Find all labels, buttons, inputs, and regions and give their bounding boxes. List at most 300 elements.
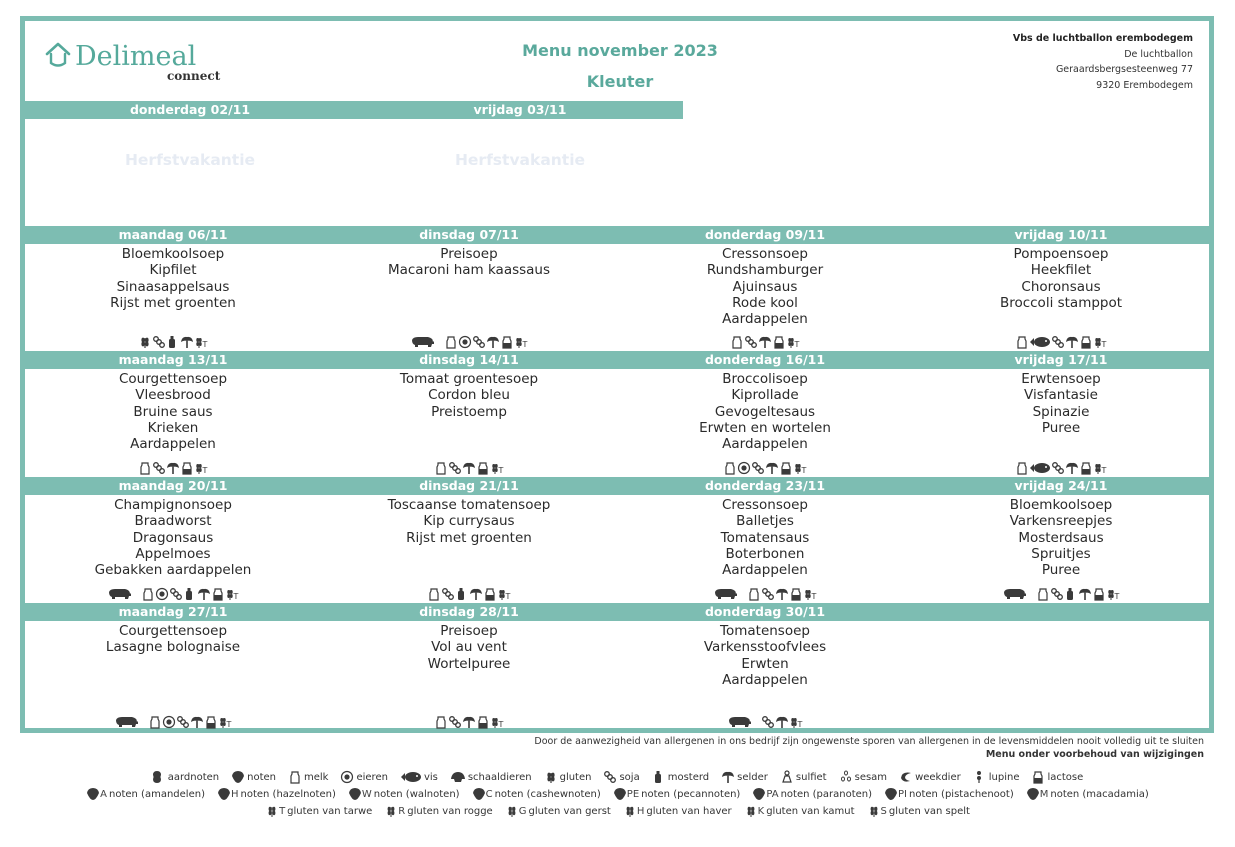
gluten-icon — [744, 804, 758, 818]
menu-item: Macaroni ham kaassaus — [387, 262, 551, 279]
menu-cell — [25, 246, 321, 311]
week-row — [25, 603, 1209, 731]
legend-item — [752, 787, 872, 801]
menu-item: Erwtensoep — [1021, 371, 1101, 387]
svg-text:T: T — [1101, 465, 1107, 475]
menu-cell — [617, 623, 913, 688]
day-label: dinsdag 07/11 — [419, 227, 519, 242]
legend-allergens — [0, 770, 1235, 784]
soja-icon — [448, 461, 462, 475]
weekdier-icon — [899, 770, 913, 784]
svg-text:T: T — [797, 719, 803, 729]
schaaldieren-icon — [450, 770, 466, 784]
menu-cell — [321, 371, 617, 420]
menu-item: Tomaat groentesoep — [399, 371, 539, 387]
day-label: donderdag 09/11 — [704, 227, 826, 242]
school-address — [1013, 31, 1193, 93]
day-label: maandag 20/11 — [118, 478, 228, 493]
gluten-tarwe-icon — [1093, 461, 1107, 475]
selder-icon — [1065, 461, 1079, 475]
selder-icon — [1078, 587, 1092, 601]
soja-icon — [448, 715, 462, 729]
week-row — [25, 351, 1209, 477]
gluten-tarwe-icon — [194, 461, 208, 475]
melk-icon — [434, 715, 448, 729]
gluten-icon — [867, 804, 881, 818]
day-label: donderdag 23/11 — [704, 478, 826, 493]
soja-icon — [176, 715, 190, 729]
allergen-icons — [25, 583, 321, 601]
gluten-icon — [505, 804, 519, 818]
day-label: dinsdag 21/11 — [419, 478, 519, 493]
lactose-icon — [772, 335, 786, 349]
menu-item: Puree — [1041, 562, 1081, 579]
lactose-icon — [1092, 587, 1106, 601]
legend-label: gluten van spelt — [888, 806, 970, 817]
lactose-icon — [204, 715, 218, 729]
soja-icon — [1051, 461, 1065, 475]
svg-text:T: T — [522, 339, 528, 349]
day-label: maandag 13/11 — [118, 352, 228, 367]
menu-cell — [617, 371, 913, 452]
selder-icon — [775, 587, 789, 601]
legend-label: aardnoten — [167, 772, 220, 783]
house-icon — [45, 41, 71, 69]
menu-item: Bruine saus — [133, 403, 213, 420]
menu-cell — [913, 246, 1209, 311]
legend-code: H — [230, 789, 239, 800]
allergen-icons — [913, 331, 1209, 349]
legend-code: G — [518, 806, 527, 817]
menu-item: Puree — [1041, 419, 1081, 436]
allergen-icons — [617, 583, 913, 601]
menu-item: Broccoli stamppot — [999, 294, 1123, 311]
menu-item: Cressonsoep — [721, 246, 809, 262]
menu-item: Braadworst — [134, 513, 212, 530]
gluten-tarwe-icon — [514, 335, 528, 349]
legend-code: PA — [766, 789, 779, 800]
varken-icon — [107, 587, 133, 601]
legend-code: PI — [898, 789, 907, 800]
menu-cell — [25, 623, 321, 656]
legend-label: noten (walnoten) — [373, 789, 460, 800]
gluten-tarwe-icon — [497, 587, 511, 601]
menu-cell — [913, 371, 1209, 436]
lactose-icon — [779, 461, 793, 475]
menu-header — [25, 21, 1209, 101]
soja-icon — [169, 587, 183, 601]
menu-item: Tomatensoep — [720, 623, 810, 639]
allergen-icons — [321, 331, 617, 349]
eieren-icon — [155, 587, 169, 601]
soja-icon — [603, 770, 617, 784]
eieren-icon — [340, 770, 354, 784]
menu-item: Courgettensoep — [118, 623, 228, 639]
soja-icon — [472, 335, 486, 349]
legend-item — [839, 770, 887, 784]
allergen-icons — [25, 331, 321, 349]
mosterd-icon — [183, 587, 197, 601]
legend-label: vis — [423, 772, 438, 783]
soja-icon — [744, 335, 758, 349]
legend-item — [400, 770, 438, 784]
menu-item: Ajuinsaus — [732, 278, 798, 295]
menu-item: Preisoep — [440, 623, 498, 639]
menu-cell — [617, 497, 913, 578]
brand-name: Delimeal — [75, 41, 197, 72]
legend-label: gluten van tarwe — [287, 806, 373, 817]
legend-item — [450, 770, 532, 784]
legend-item — [780, 770, 827, 784]
gluten-icon — [384, 804, 398, 818]
lactose-icon — [483, 587, 497, 601]
melk-icon — [1015, 461, 1029, 475]
menu-item: Rundshamburger — [706, 262, 824, 279]
vis-icon — [400, 770, 422, 784]
brand-sub: connect — [167, 69, 221, 83]
legend-label: noten (pistachenoot) — [909, 789, 1014, 800]
legend-code: H — [636, 806, 645, 817]
allergen-icons — [913, 583, 1209, 601]
svg-text:T: T — [498, 465, 504, 475]
allergen-icons — [617, 711, 913, 729]
allergen-icons — [617, 331, 913, 349]
menu-item: Bloemkoolsoep — [121, 246, 225, 262]
melk-icon — [434, 461, 448, 475]
menu-item: Rijst met groenten — [110, 294, 236, 311]
day-label: maandag 06/11 — [118, 227, 228, 242]
sesam-icon — [839, 770, 853, 784]
day-label: vrijdag 17/11 — [1014, 352, 1108, 367]
menu-item: Courgettensoep — [118, 371, 228, 387]
melk-icon — [723, 461, 737, 475]
legend-label: noten — [247, 772, 276, 783]
soja-icon — [761, 587, 775, 601]
day-label: vrijdag 03/11 — [473, 102, 567, 117]
svg-text:T: T — [1101, 339, 1107, 349]
legend-item — [899, 770, 961, 784]
legend-label: gluten van haver — [646, 806, 732, 817]
legend-label: noten (cashewnoten) — [494, 789, 601, 800]
allergen-icons — [321, 457, 617, 475]
menu-item: Varkensstoofvlees — [703, 639, 827, 656]
gluten-tarwe-icon — [1093, 335, 1107, 349]
legend-label: gluten van rogge — [407, 806, 493, 817]
menu-item: Aardappelen — [130, 436, 216, 453]
legend-gluten — [0, 804, 1235, 818]
legend-label: gluten van kamut — [766, 806, 855, 817]
disclaimer-reserve: Menu onder voorbehoud van wijzigingen — [985, 749, 1204, 760]
soja-icon — [441, 587, 455, 601]
varken-icon — [1002, 587, 1028, 601]
selder-icon — [765, 461, 779, 475]
legend-item — [472, 787, 601, 801]
legend-label: schaaldieren — [467, 772, 532, 783]
week-row — [25, 477, 1209, 603]
allergen-icons — [617, 457, 913, 475]
menu-item: Kip currysaus — [423, 513, 515, 530]
menu-item: Bloemkoolsoep — [1009, 497, 1113, 513]
legend-label: gluten — [559, 772, 592, 783]
legend-item — [1026, 787, 1149, 801]
menu-item: Tomatensaus — [720, 529, 810, 546]
nut-icon — [613, 787, 627, 801]
menu-item: Balletjes — [736, 513, 794, 530]
allergen-icons — [321, 711, 617, 729]
gluten-icon — [265, 804, 279, 818]
mosterd-icon — [1064, 587, 1078, 601]
menu-item: Spinazie — [1032, 403, 1090, 420]
address-line: Geraardsbergsesteenweg 77 — [1055, 64, 1193, 75]
nut-icon — [752, 787, 766, 801]
menu-item: Kiprollade — [731, 387, 799, 404]
svg-text:T: T — [202, 339, 208, 349]
menu-item: Preisoep — [440, 246, 498, 262]
gluten-icon — [544, 770, 558, 784]
soja-icon — [1051, 335, 1065, 349]
day-label: dinsdag 14/11 — [419, 352, 519, 367]
mosterd-icon — [166, 335, 180, 349]
selder-icon — [462, 461, 476, 475]
allergen-icons — [25, 711, 321, 729]
address-line: De luchtballon — [1124, 48, 1193, 60]
soja-icon — [751, 461, 765, 475]
melk-icon — [747, 587, 761, 601]
legend-code: S — [880, 806, 887, 817]
legend-label: sulfiet — [795, 772, 827, 783]
melk-icon — [427, 587, 441, 601]
selder-icon — [166, 461, 180, 475]
mosterd-icon — [652, 770, 666, 784]
svg-text:T: T — [226, 719, 232, 729]
selder-icon — [758, 335, 772, 349]
legend-code: A — [100, 789, 108, 800]
menu-item: Broccolisoep — [722, 371, 808, 387]
menu-item: Lasagne bolognaise — [105, 639, 241, 656]
menu-cell — [913, 497, 1209, 578]
school-name: Vbs de luchtballon erembodegem — [1012, 33, 1193, 44]
menu-item: Boterbonen — [725, 545, 805, 562]
eieren-icon — [737, 461, 751, 475]
day-label: vrijdag 10/11 — [1014, 227, 1108, 242]
legend-item — [505, 804, 611, 818]
menu-item: Erwten — [741, 655, 789, 672]
legend-label: sesam — [854, 772, 888, 783]
melk-icon — [1036, 587, 1050, 601]
lactose-icon — [1079, 335, 1093, 349]
varken-icon — [727, 715, 753, 729]
menu-cell — [25, 497, 321, 578]
svg-text:T: T — [1114, 591, 1120, 601]
menu-item: Aardappelen — [722, 311, 808, 328]
lactose-icon — [1031, 770, 1045, 784]
menu-item: Kipfilet — [149, 262, 197, 279]
svg-text:T: T — [202, 465, 208, 475]
allergen-icons — [25, 457, 321, 475]
gluten-tarwe-icon — [793, 461, 807, 475]
menu-cell — [25, 371, 321, 452]
legend-label: melk — [304, 772, 329, 783]
menu-item: Choronsaus — [1021, 278, 1101, 295]
legend-item — [884, 787, 1014, 801]
menu-item: Appelmoes — [135, 545, 211, 562]
legend-item — [340, 770, 387, 784]
lactose-icon — [500, 335, 514, 349]
svg-text:T: T — [794, 339, 800, 349]
day-label: donderdag 16/11 — [704, 352, 826, 367]
legend-item — [152, 770, 219, 784]
menu-item: Toscaanse tomatensoep — [387, 497, 551, 513]
lactose-icon — [476, 715, 490, 729]
legend-item — [973, 770, 1020, 784]
selder-icon — [180, 335, 194, 349]
legend-item — [603, 770, 639, 784]
menu-item: Cordon bleu — [428, 387, 510, 404]
legend-item — [348, 787, 460, 801]
menu-item: Champignonsoep — [114, 497, 232, 513]
menu-item: Heekfilet — [1030, 262, 1092, 279]
holiday-text: Herfstvakantie — [454, 151, 586, 169]
day-label: maandag 27/11 — [118, 604, 228, 619]
selder-icon — [1065, 335, 1079, 349]
menu-item: Aardappelen — [722, 671, 808, 688]
legend-item — [744, 804, 855, 818]
menu-cell — [321, 623, 617, 672]
soja-icon — [761, 715, 775, 729]
mosterd-icon — [455, 587, 469, 601]
lactose-icon — [1079, 461, 1093, 475]
melk-icon — [1015, 335, 1029, 349]
menu-item: Vleesbrood — [135, 387, 211, 404]
menu-item: Aardappelen — [722, 562, 808, 579]
vis-icon — [1029, 335, 1051, 349]
legend-label: weekdier — [915, 772, 961, 783]
selder-icon — [462, 715, 476, 729]
gluten-tarwe-icon — [490, 715, 504, 729]
menu-item: Gebakken aardappelen — [94, 562, 252, 579]
menu-item: Varkensreepjes — [1009, 513, 1113, 530]
svg-text:T: T — [498, 719, 504, 729]
legend-item — [231, 770, 276, 784]
legend-item — [217, 787, 336, 801]
menu-item: Wortelpuree — [427, 655, 511, 672]
legend-item — [86, 787, 205, 801]
legend-item — [613, 787, 741, 801]
legend-item — [544, 770, 592, 784]
menu-item: Vol au vent — [431, 639, 507, 656]
melk-icon — [730, 335, 744, 349]
gluten-tarwe-icon — [194, 335, 208, 349]
disclaimer — [534, 735, 1204, 761]
varken-icon — [713, 587, 739, 601]
legend-label: gluten van gerst — [528, 806, 611, 817]
gluten-tarwe-icon — [1106, 587, 1120, 601]
legend-label: lactose — [1047, 772, 1084, 783]
selder-icon — [721, 770, 735, 784]
legend-code: C — [485, 789, 493, 800]
legend-nuts — [0, 787, 1235, 801]
gluten-tarwe-icon — [218, 715, 232, 729]
legend-label: selder — [737, 772, 768, 783]
menu-item: Rijst met groenten — [406, 529, 532, 546]
legend-code: R — [398, 806, 406, 817]
menu-item: Preistoemp — [431, 403, 507, 420]
lactose-icon — [180, 461, 194, 475]
legend-code: T — [279, 806, 286, 817]
menu-item: Krieken — [147, 419, 199, 436]
melk-icon — [288, 770, 302, 784]
menu-item: Visfantasie — [1024, 387, 1098, 404]
selder-icon — [197, 587, 211, 601]
menu-item: Cressonsoep — [721, 497, 809, 513]
gluten-tarwe-icon — [225, 587, 239, 601]
menu-item: Aardappelen — [722, 436, 808, 453]
day-label: donderdag 30/11 — [704, 604, 826, 619]
legend-label: noten (macadamia) — [1050, 789, 1149, 800]
melk-icon — [141, 587, 155, 601]
menu-item: Gevogeltesaus — [714, 403, 816, 420]
legend-item — [652, 770, 709, 784]
legend-code: W — [361, 789, 372, 800]
legend-label: noten (hazelnoten) — [240, 789, 336, 800]
svg-text:T: T — [505, 591, 511, 601]
varken-icon — [114, 715, 140, 729]
varken-icon — [410, 335, 436, 349]
legend-label: lupine — [988, 772, 1020, 783]
week-row — [25, 226, 1209, 351]
legend-label: eieren — [356, 772, 388, 783]
legend-item — [288, 770, 328, 784]
legend-code: M — [1039, 789, 1049, 800]
legend-label: noten (amandelen) — [109, 789, 205, 800]
eieren-icon — [162, 715, 176, 729]
menu-item: Spruitjes — [1031, 545, 1091, 562]
legend-label: mosterd — [667, 772, 710, 783]
gluten-icon — [623, 804, 637, 818]
menu-item: Pompoensoep — [1013, 246, 1109, 262]
legend-item — [265, 804, 372, 818]
nut-icon — [86, 787, 100, 801]
legend-item — [623, 804, 732, 818]
legend-label: soja — [619, 772, 640, 783]
legend-code: PE — [626, 789, 640, 800]
nut-icon — [884, 787, 898, 801]
svg-text:T: T — [801, 465, 807, 475]
menu-item: Sinaasappelsaus — [116, 278, 230, 295]
menu-frame — [20, 16, 1214, 733]
legend-item — [721, 770, 768, 784]
nut-icon — [217, 787, 231, 801]
menu-cell — [321, 497, 617, 546]
selder-icon — [469, 587, 483, 601]
menu-cell — [617, 246, 913, 327]
menu-item: Erwten en wortelen — [699, 419, 831, 436]
melk-icon — [138, 461, 152, 475]
day-label: donderdag 02/11 — [129, 102, 251, 117]
gluten-tarwe-icon — [789, 715, 803, 729]
soja-icon — [152, 461, 166, 475]
week-row — [25, 101, 1209, 226]
menu-subtitle: Kleuter — [586, 72, 654, 91]
address-line: 9320 Erembodegem — [1096, 79, 1193, 91]
noten-icon — [231, 770, 245, 784]
allergen-icons — [321, 583, 617, 601]
selder-icon — [190, 715, 204, 729]
svg-text:T: T — [811, 591, 817, 601]
gluten-tarwe-icon — [786, 335, 800, 349]
vis-icon — [1029, 461, 1051, 475]
eieren-icon — [458, 335, 472, 349]
